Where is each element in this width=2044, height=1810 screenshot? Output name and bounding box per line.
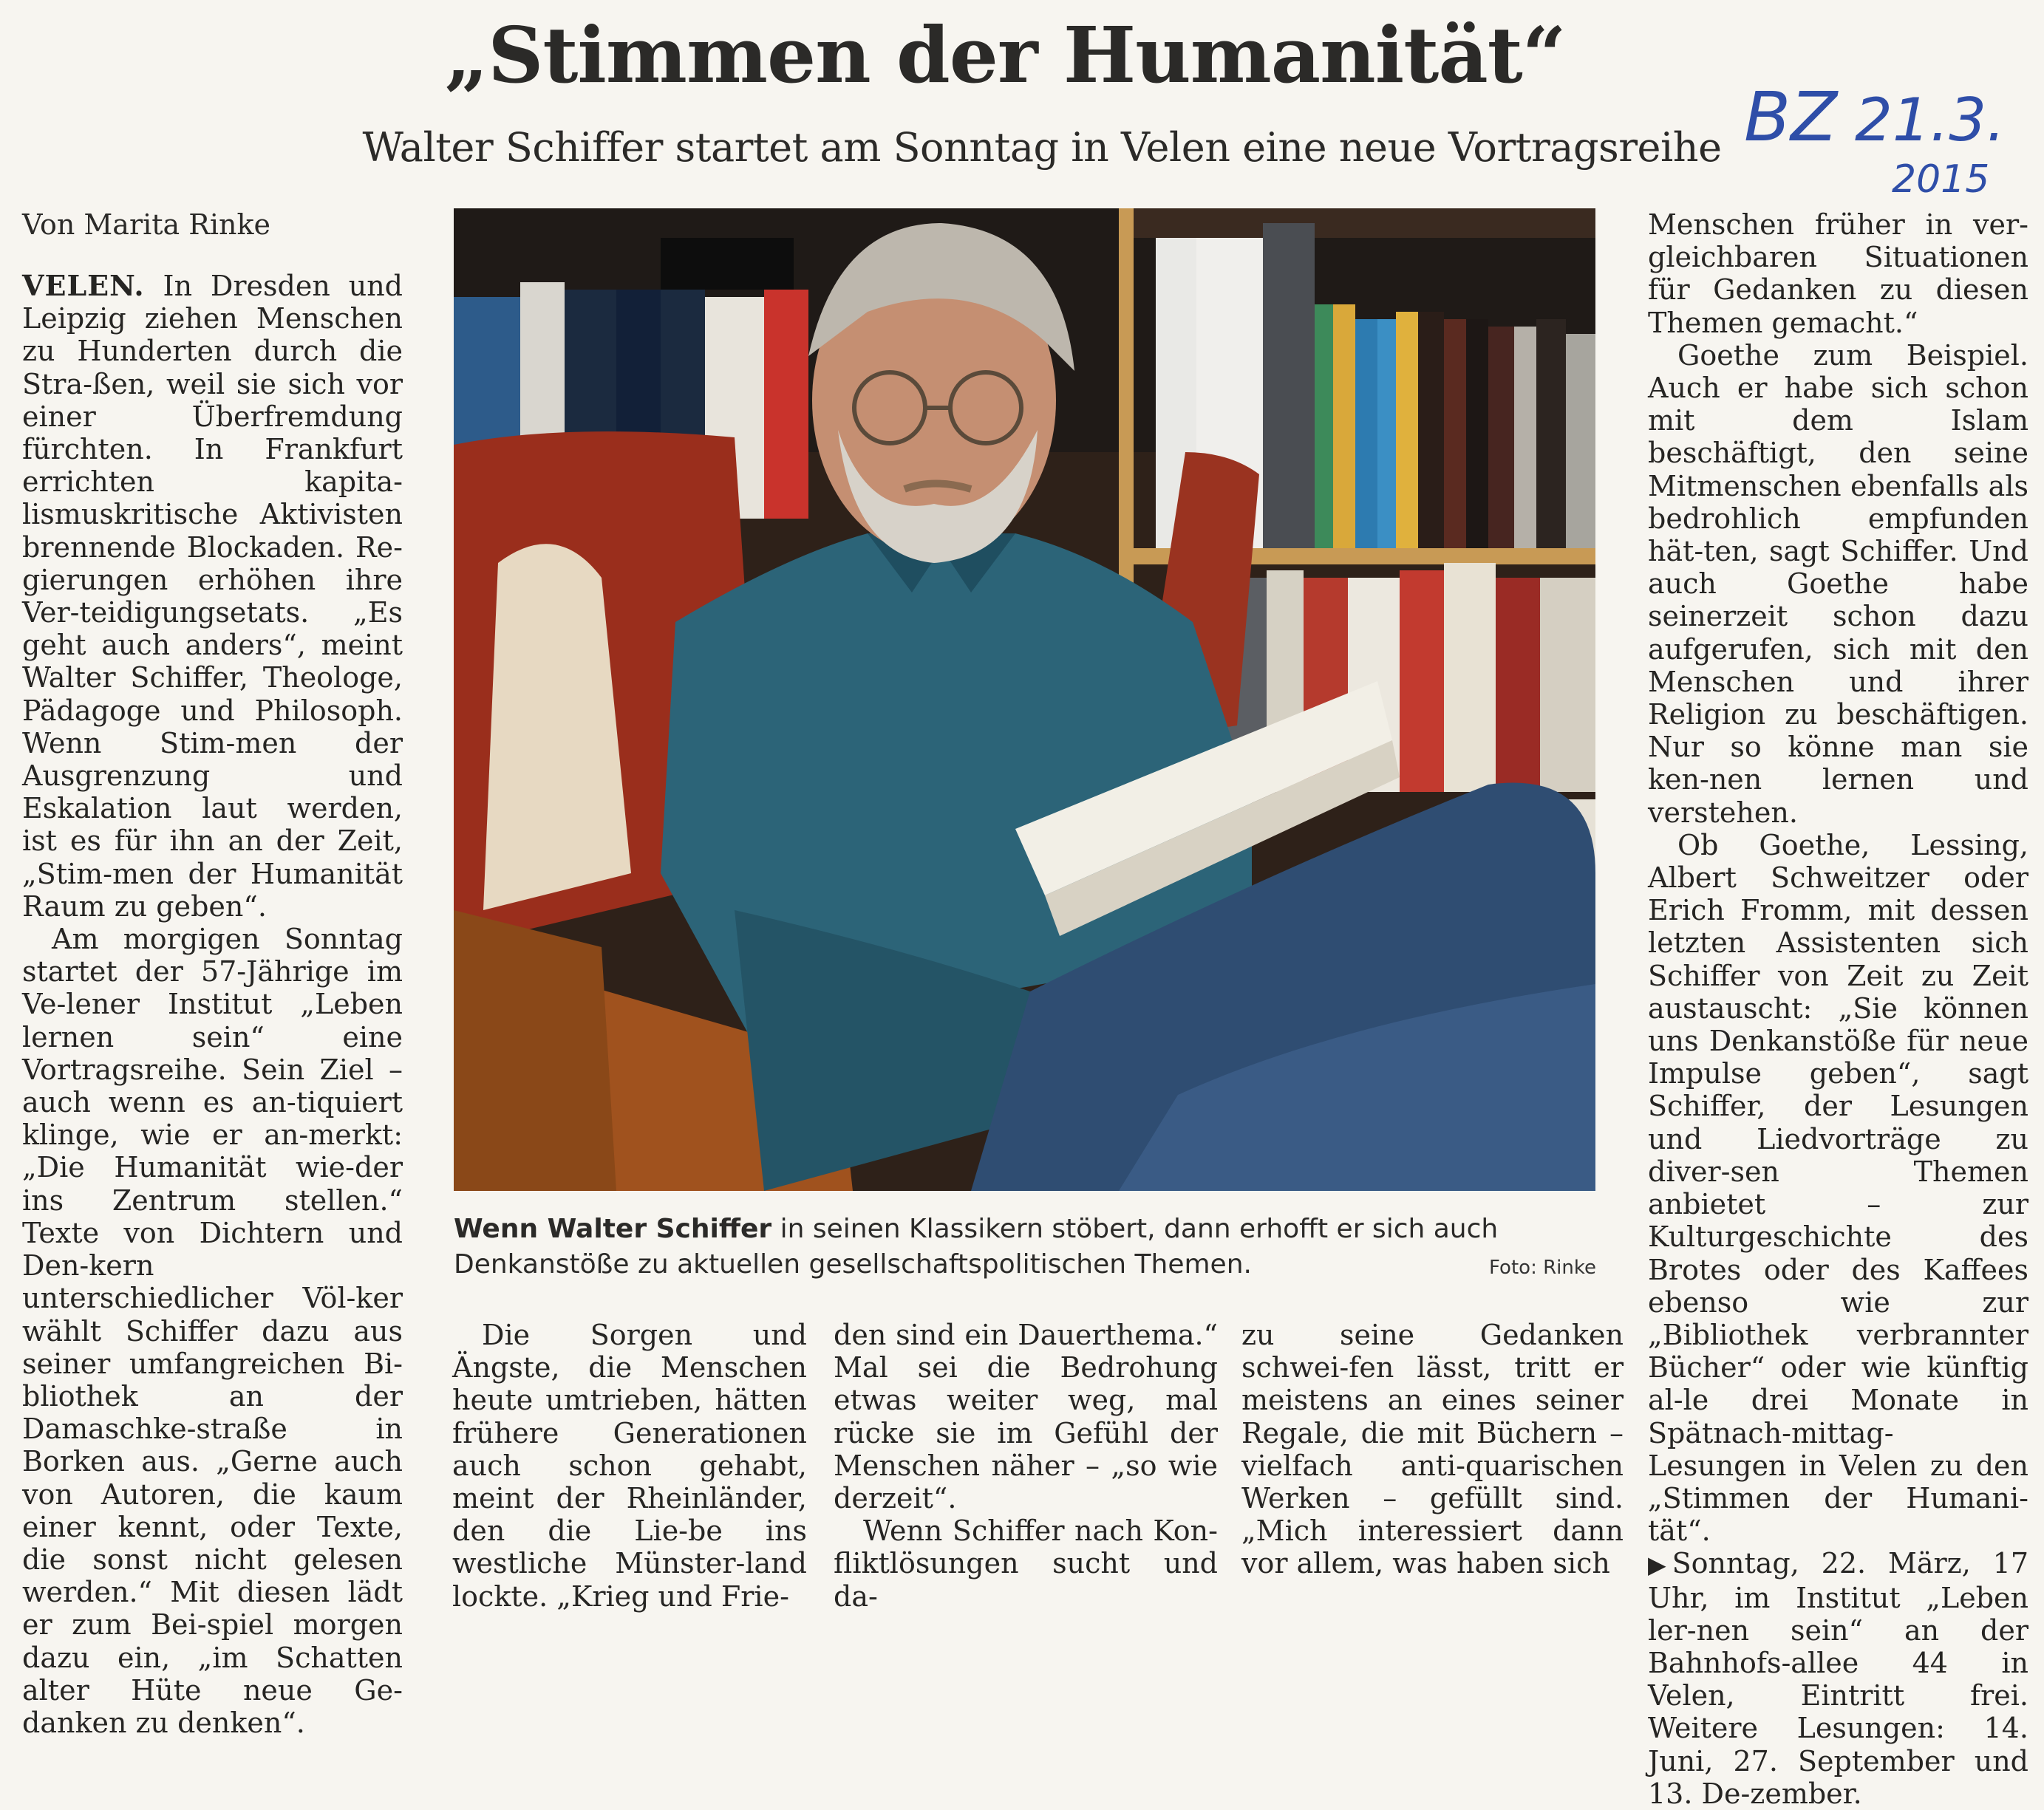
column-bottom-3 xyxy=(1241,1319,1624,1580)
column-bottom-2 xyxy=(834,1319,1218,1613)
paragraph: Wenn Schiffer nach Kon-fliktlösungen sucht und da- xyxy=(834,1514,1218,1613)
headline: „Stimmen der Humanität“ xyxy=(444,10,1566,100)
dateline: VELEN. xyxy=(22,269,145,302)
photo-illustration xyxy=(454,208,1595,1191)
paragraph: Menschen früher in ver-gleichbaren Situationen für Gedanken zu diesen Themen gemacht.“ xyxy=(1648,208,2028,339)
article-photo xyxy=(454,208,1595,1191)
paragraph: den sind ein Dauerthema.“ Mal sei die Bedrohung etwas weiter weg, mal rücke sie im Gefühl der Menschen näher – „so wie derzeit“. xyxy=(834,1319,1218,1515)
paragraph: Goethe zum Beispiel. Auch er habe sich schon mit dem Islam beschäftigt, den seine Mitmenschen ebenfalls als bedrohlich empfunden hät-ten, sagt Schiffer. Und auch Goethe habe seinerzeit schon dazu aufgerufen, sich mit den Menschen und ihrer Religion zu beschäftigen. Nur so könne man sie ken-nen lernen und verstehen. xyxy=(1648,338,2028,829)
event-info-text: Sonntag, 22. März, 17 Uhr, im Institut „Leben ler-nen sein“ an der Bahnhofs-allee 44 in Velen, Eintritt frei. Weitere Lesungen: 14. Juni, 27. September und 13. De-zember. xyxy=(1648,1547,2028,1810)
note-source: BZ xyxy=(1744,78,1838,157)
column-right xyxy=(1648,208,2028,1810)
note-date: 21.3. xyxy=(1855,86,2006,154)
caption-lead: Wenn Walter Schiffer xyxy=(454,1214,772,1244)
byline: Von Marita Rinke xyxy=(22,208,271,241)
subheadline: Walter Schiffer startet am Sonntag in Velen eine neue Vortragsreihe xyxy=(362,124,1722,171)
paragraph: Ob Goethe, Lessing, Albert Schweitzer oder Erich Fromm, mit dessen letzten Assistenten sich Schiffer von Zeit zu Zeit austauscht: „Sie können uns Denkanstöße für neue Impulse geben“, sagt Schiffer, der Lesungen und Liedvorträge zu diver-sen Themen anbietet – zur Kulturgeschichte des Brotes oder des Kaffees ebenso wie zur „Bibliothek verbrannter Bücher“ oder wie künftig al-le drei Monate in Spätnach-mittag-Lesungen in Velen zu den „Stimmen der Humani-tät“. xyxy=(1648,828,2028,1548)
paragraph: Die Sorgen und Ängste, die Menschen heute umtrieben, hätten frühere Generationen auch schon gehabt, meint der Rheinländer, den die Lie-be ins westliche Münster-land lockte. „Krieg und Frie- xyxy=(452,1319,807,1613)
photo-credit: Foto: Rinke xyxy=(1489,1257,1596,1279)
paragraph: zu seine Gedanken schwei-fen lässt, tritt er meistens an eines seiner Regale, die mit Büchern – vielfach anti-quarischen Werken – gefüllt sind. „Mich interessiert dann vor allem, was haben sich xyxy=(1241,1319,1624,1580)
arrow-right-icon: ▶ xyxy=(1648,1551,1666,1580)
event-info xyxy=(1648,1547,2028,1810)
note-year: 2015 xyxy=(1892,157,1990,199)
handwritten-note xyxy=(1744,70,2040,199)
paragraph xyxy=(22,270,403,923)
paragraph-text: In Dresden und Leipzig ziehen Menschen zu Hunderten durch die Stra-ßen, weil sie sich vor einer Überfremdung fürchten. In Frankfurt errichten kapita-lismuskritische Aktivisten brennende Blockaden. Re-gierungen erhöhen ihre Ver-teidigungsetats. „Es geht auch anders“, meint Walter Schiffer, Theologe, Pädagoge und Philosoph. Wenn Stim-men der Ausgrenzung und Eskalation laut werden, ist es für ihn an der Zeit, „Stim-men der Humanität Raum zu geben“. xyxy=(22,270,403,923)
column-1 xyxy=(22,270,403,1739)
bleed-through-text xyxy=(0,0,414,185)
caption-text: in seinen Klassikern stöbert, dann erhofft er sich auch Denkanstöße zu aktuellen gesellschaftspolitischen Themen. xyxy=(454,1214,1499,1280)
photo-caption xyxy=(454,1212,1595,1283)
column-bottom-1 xyxy=(452,1319,807,1613)
handwritten-note-svg xyxy=(1744,70,2040,199)
paragraph: Am morgigen Sonntag startet der 57-Jährige im Ve-lener Institut „Leben lernen sein“ eine Vortragsreihe. Sein Ziel – auch wenn es an-tiquiert klinge, wie er an-merkt: „Die Humanität wie-der ins Zentrum stellen.“ Texte von Dichtern und Den-kern unterschiedlicher Völ-ker wählt Schiffer dazu aus seiner umfangreichen Bi-bliothek an der Damaschke-straße in Borken aus. „Gerne auch von Autoren, die kaum einer kennt, oder Texte, die sonst nicht gelesen werden.“ Mit diesen lädt er zum Bei-spiel morgen dazu ein, „im Schatten alter Hüte neue Ge-danken zu denken“. xyxy=(22,923,403,1739)
